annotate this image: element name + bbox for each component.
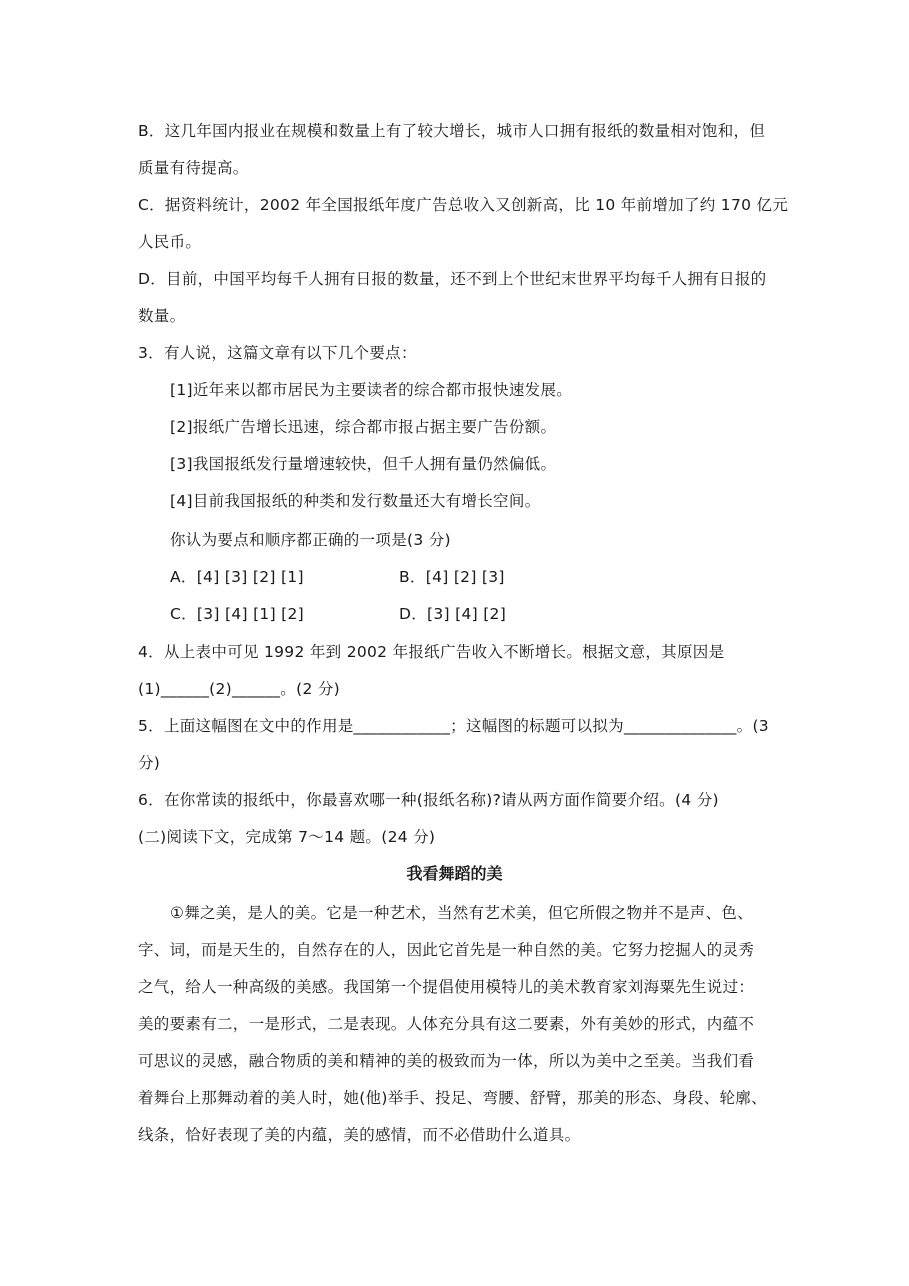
question-5-line-2: 分) [138,754,161,772]
option-d-line-2: 数量。 [138,307,186,325]
option-d-line-1: D．目前，中国平均每千人拥有日报的数量，还不到上个世纪末世界平均每千人拥有日报的 [138,270,767,288]
point-3: [3]我国报纸发行量增速较快，但千人拥有量仍然偏低。 [170,455,557,473]
paragraph-1-line-2: 字、词，而是天生的，自然存在的人，因此它首先是一种自然的美。它努力挖掘人的灵秀 [138,941,755,959]
point-1: [1]近年来以都市居民为主要读者的综合都市报快速发展。 [170,381,573,399]
paragraph-1-line-7: 线条，恰好表现了美的内蕴，美的感情，而不必借助什么道具。 [138,1126,581,1144]
section-2-heading: (二)阅读下文，完成第 7～14 题。(24 分) [138,828,436,846]
option-b-line-1: B．这几年国内报业在规模和数量上有了较大增长，城市人口拥有报纸的数量相对饱和，但 [138,122,766,140]
choice-c: C．[3] [4] [1] [2] [170,605,305,623]
choice-d: D．[3] [4] [2] [399,605,507,623]
paragraph-1-line-5: 可思议的灵感，融合物质的美和精神的美的极致而为一体，所以为美中之至美。当我们看 [138,1052,755,1070]
choice-a: A．[4] [3] [2] [1] [170,568,304,586]
question-3-prompt: 你认为要点和顺序都正确的一项是(3 分) [170,531,451,549]
point-2: [2]报纸广告增长迅速，综合都市报占据主要广告份额。 [170,418,557,436]
paragraph-1-line-6: 着舞台上那舞动着的美人时，她(他)举手、投足、弯腰、舒臂，那美的形态、身段、轮廓、 [138,1089,767,1107]
paragraph-1-line-3: 之气，给人一种高级的美感。我国第一个提倡使用模特儿的美术教育家刘海粟先生说过： [138,978,755,996]
choice-b: B．[4] [2] [3] [399,568,505,586]
point-4: [4]目前我国报纸的种类和发行数量还大有增长空间。 [170,492,541,510]
question-4-line-2: (1)______(2)______。(2 分) [138,680,340,698]
question-5-line-1: 5．上面这幅图在文中的作用是____________；这幅图的标题可以拟为______________。(3 [138,717,769,735]
option-c-line-2: 人民币。 [138,233,202,251]
question-4-line-1: 4．从上表中可见 1992 年到 2002 年报纸广告收入不断增长。根据文意，其原因是 [138,643,725,661]
paragraph-1-line-1: ①舞之美，是人的美。它是一种艺术，当然有艺术美，但它所假之物并不是声、色、 [170,904,753,922]
question-6: 6．在你常读的报纸中，你最喜欢哪一种(报纸名称)?请从两方面作简要介绍。(4 分) [138,791,719,809]
article-title: 我看舞蹈的美 [406,864,503,883]
option-c-line-1: C．据资料统计，2002 年全国报纸年度广告总收入又创新高，比 10 年前增加了约 170 亿元 [138,196,789,214]
question-3: 3．有人说，这篇文章有以下几个要点： [138,344,417,362]
option-b-line-2: 质量有待提高。 [138,159,249,177]
paragraph-1-line-4: 美的要素有二，一是形式，二是表现。人体充分具有这二要素，外有美妙的形式，内蕴不 [138,1015,755,1033]
